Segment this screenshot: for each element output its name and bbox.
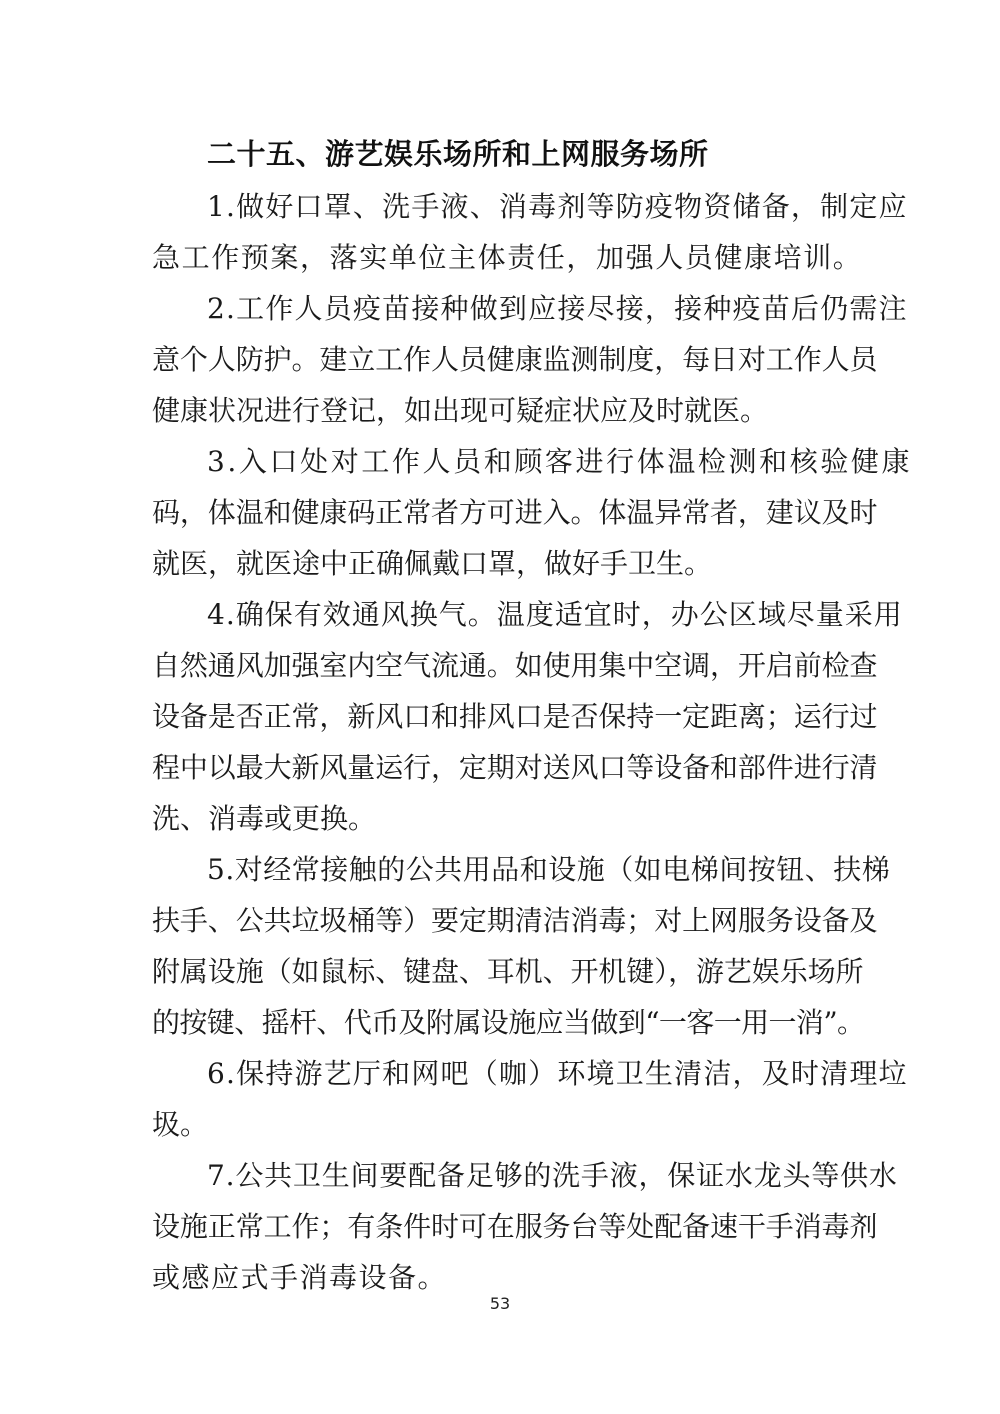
paragraph-2-line-2: 意个人防护。建立工作人员健康监测制度，每日对工作人员 bbox=[152, 343, 878, 376]
paragraph-6-line-2: 圾。 bbox=[152, 1108, 209, 1141]
paragraph-2-line-3: 健康状况进行登记，如出现可疑症状应及时就医。 bbox=[152, 394, 769, 427]
paragraph-6-line-1: 6.保持游艺厅和网吧（咖）环境卫生清洁，及时清理垃 bbox=[207, 1057, 908, 1090]
section-heading: 二十五、游艺娱乐场所和上网服务场所 bbox=[207, 137, 709, 171]
paragraph-3-line-3: 就医，就医途中正确佩戴口罩，做好手卫生。 bbox=[152, 547, 713, 580]
paragraph-4-line-2: 自然通风加强室内空气流通。如使用集中空调，开启前检查 bbox=[152, 649, 878, 682]
paragraph-5-line-3: 附属设施（如鼠标、键盘、耳机、开机键），游艺娱乐场所 bbox=[152, 955, 864, 988]
paragraph-3-line-2: 码，体温和健康码正常者方可进入。体温异常者，建议及时 bbox=[152, 496, 878, 529]
paragraph-1-line-2: 急工作预案，落实单位主体责任，加强人员健康培训。 bbox=[152, 241, 863, 274]
paragraph-4-line-4: 程中以最大新风量运行，定期对送风口等设备和部件进行清 bbox=[152, 751, 878, 784]
paragraph-7-line-2: 设施正常工作；有条件时可在服务台等处配备速干手消毒剂 bbox=[152, 1210, 878, 1243]
paragraph-1-line-1: 1.做好口罩、洗手液、消毒剂等防疫物资储备，制定应 bbox=[207, 190, 908, 223]
paragraph-4-line-3: 设备是否正常，新风口和排风口是否保持一定距离；运行过 bbox=[152, 700, 878, 733]
paragraph-2-line-1: 2.工作人员疫苗接种做到应接尽接，接种疫苗后仍需注 bbox=[207, 292, 908, 325]
paragraph-7-line-1: 7.公共卫生间要配备足够的洗手液，保证水龙头等供水 bbox=[207, 1159, 898, 1192]
paragraph-4-line-5: 洗、消毒或更换。 bbox=[152, 802, 377, 835]
paragraph-5-line-1: 5.对经常接触的公共用品和设施（如电梯间按钮、扶梯 bbox=[207, 853, 891, 886]
page-number: 53 bbox=[489, 1294, 511, 1313]
paragraph-4-line-1: 4.确保有效通风换气。温度适宜时，办公区域尽量采用 bbox=[207, 598, 903, 631]
paragraph-3-line-1: 3.入口处对工作人员和顾客进行体温检测和核验健康 bbox=[207, 445, 913, 478]
paragraph-5-line-2: 扶手、公共垃圾桶等）要定期清洁消毒；对上网服务设备及 bbox=[152, 904, 878, 937]
paragraph-5-line-4: 的按键、摇杆、代币及附属设施应当做到“一客一用一消”。 bbox=[152, 1006, 865, 1039]
paragraph-7-line-3: 或感应式手消毒设备。 bbox=[152, 1261, 448, 1294]
